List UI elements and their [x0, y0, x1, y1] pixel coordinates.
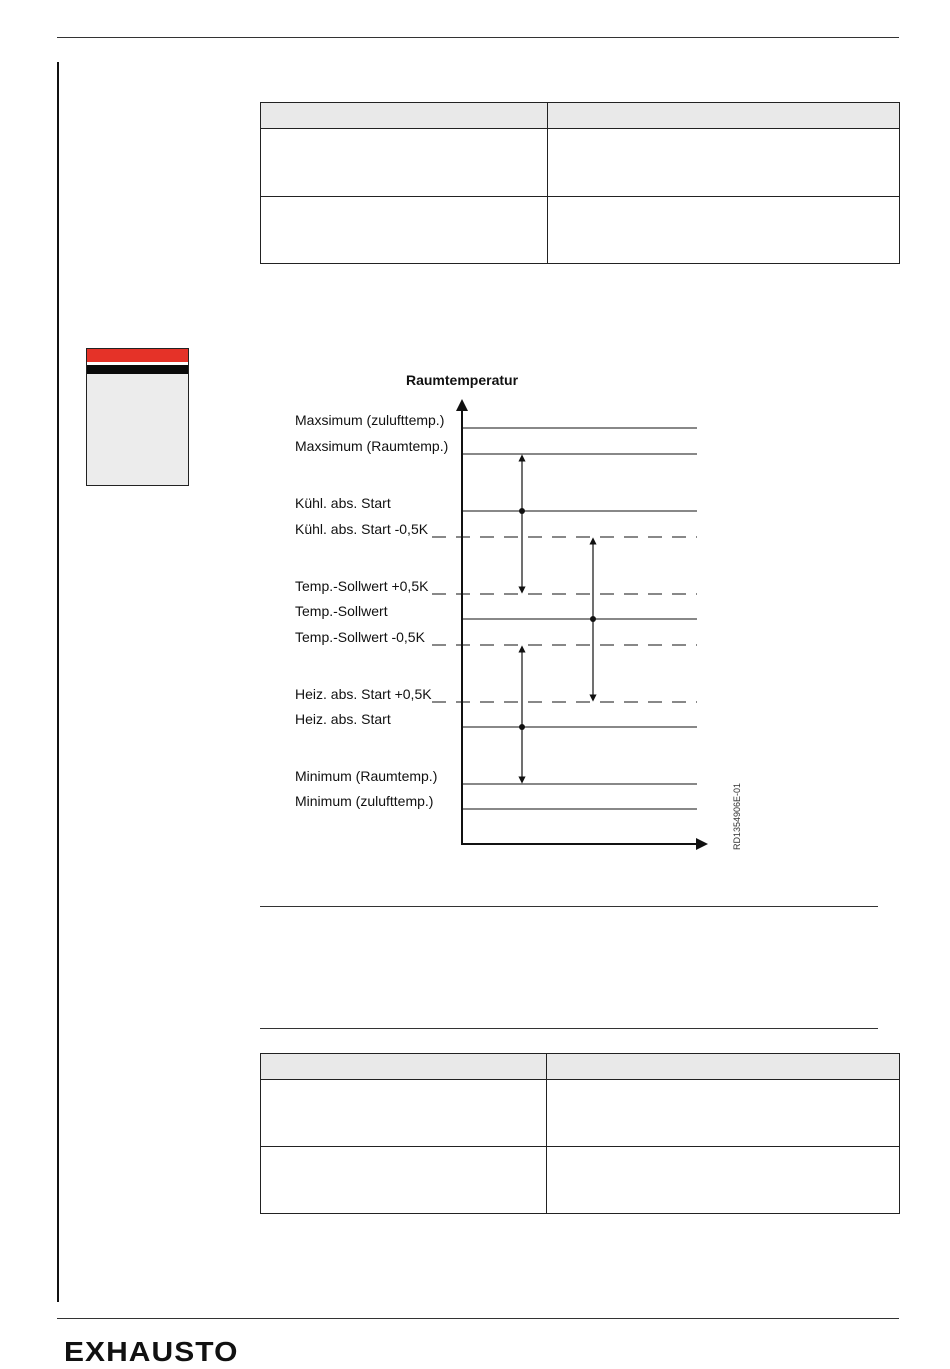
top-table-header-cell-1 — [261, 103, 548, 129]
bottom-table — [260, 1053, 900, 1214]
range-point — [590, 616, 596, 622]
level-label: Temp.-Sollwert — [295, 603, 388, 619]
bottom-table-cell — [261, 1147, 547, 1214]
bottom-table-header-cell-1 — [261, 1054, 547, 1080]
top-table-cell — [261, 197, 548, 264]
top-rule — [57, 37, 899, 38]
table-row — [261, 197, 900, 264]
level-label: Minimum (zulufttemp.) — [295, 793, 434, 809]
bottom-rule — [57, 1318, 899, 1319]
range-point — [519, 724, 525, 730]
bottom-table-cell — [547, 1080, 900, 1147]
level-lines — [295, 412, 697, 809]
top-table-header-cell-2 — [548, 103, 900, 129]
top-table-cell — [548, 129, 900, 197]
level-label: Temp.-Sollwert +0,5K — [295, 578, 429, 594]
temperature-diagram — [250, 360, 780, 860]
bottom-table-cell — [547, 1147, 900, 1214]
top-table — [260, 102, 900, 264]
level-label: Temp.-Sollwert -0,5K — [295, 629, 425, 645]
level-label: Kühl. abs. Start -0,5K — [295, 521, 429, 537]
level-label: Heiz. abs. Start +0,5K — [295, 686, 432, 702]
top-table-cell — [548, 197, 900, 264]
exhausto-logo: EXHAUSTO — [64, 1336, 239, 1367]
level-label: Minimum (Raumtemp.) — [295, 768, 438, 784]
separator-rule-2 — [260, 1028, 878, 1029]
sidebar-note-box — [86, 348, 189, 486]
level-label: Heiz. abs. Start — [295, 711, 391, 727]
table-row — [261, 1080, 900, 1147]
sidebar-red-bar — [87, 349, 188, 362]
level-label: Maxsimum (zulufttemp.) — [295, 412, 445, 428]
top-table-cell — [261, 129, 548, 197]
bottom-table-header-cell-2 — [547, 1054, 900, 1080]
level-label: Kühl. abs. Start — [295, 495, 391, 511]
bottom-table-header-row — [261, 1054, 900, 1080]
separator-rule-1 — [260, 906, 878, 907]
top-table-header-row — [261, 103, 900, 129]
range-point — [519, 508, 525, 514]
left-margin-rule — [57, 62, 59, 1302]
bottom-table-cell — [261, 1080, 547, 1147]
level-label: Maxsimum (Raumtemp.) — [295, 438, 449, 454]
sidebar-black-bar — [87, 365, 188, 374]
table-row — [261, 1147, 900, 1214]
figure-code: RD1354906E-01 — [732, 782, 742, 850]
chart-title: Raumtemperatur — [405, 372, 519, 388]
temperature-diagram-svg — [250, 360, 780, 860]
table-row — [261, 129, 900, 197]
